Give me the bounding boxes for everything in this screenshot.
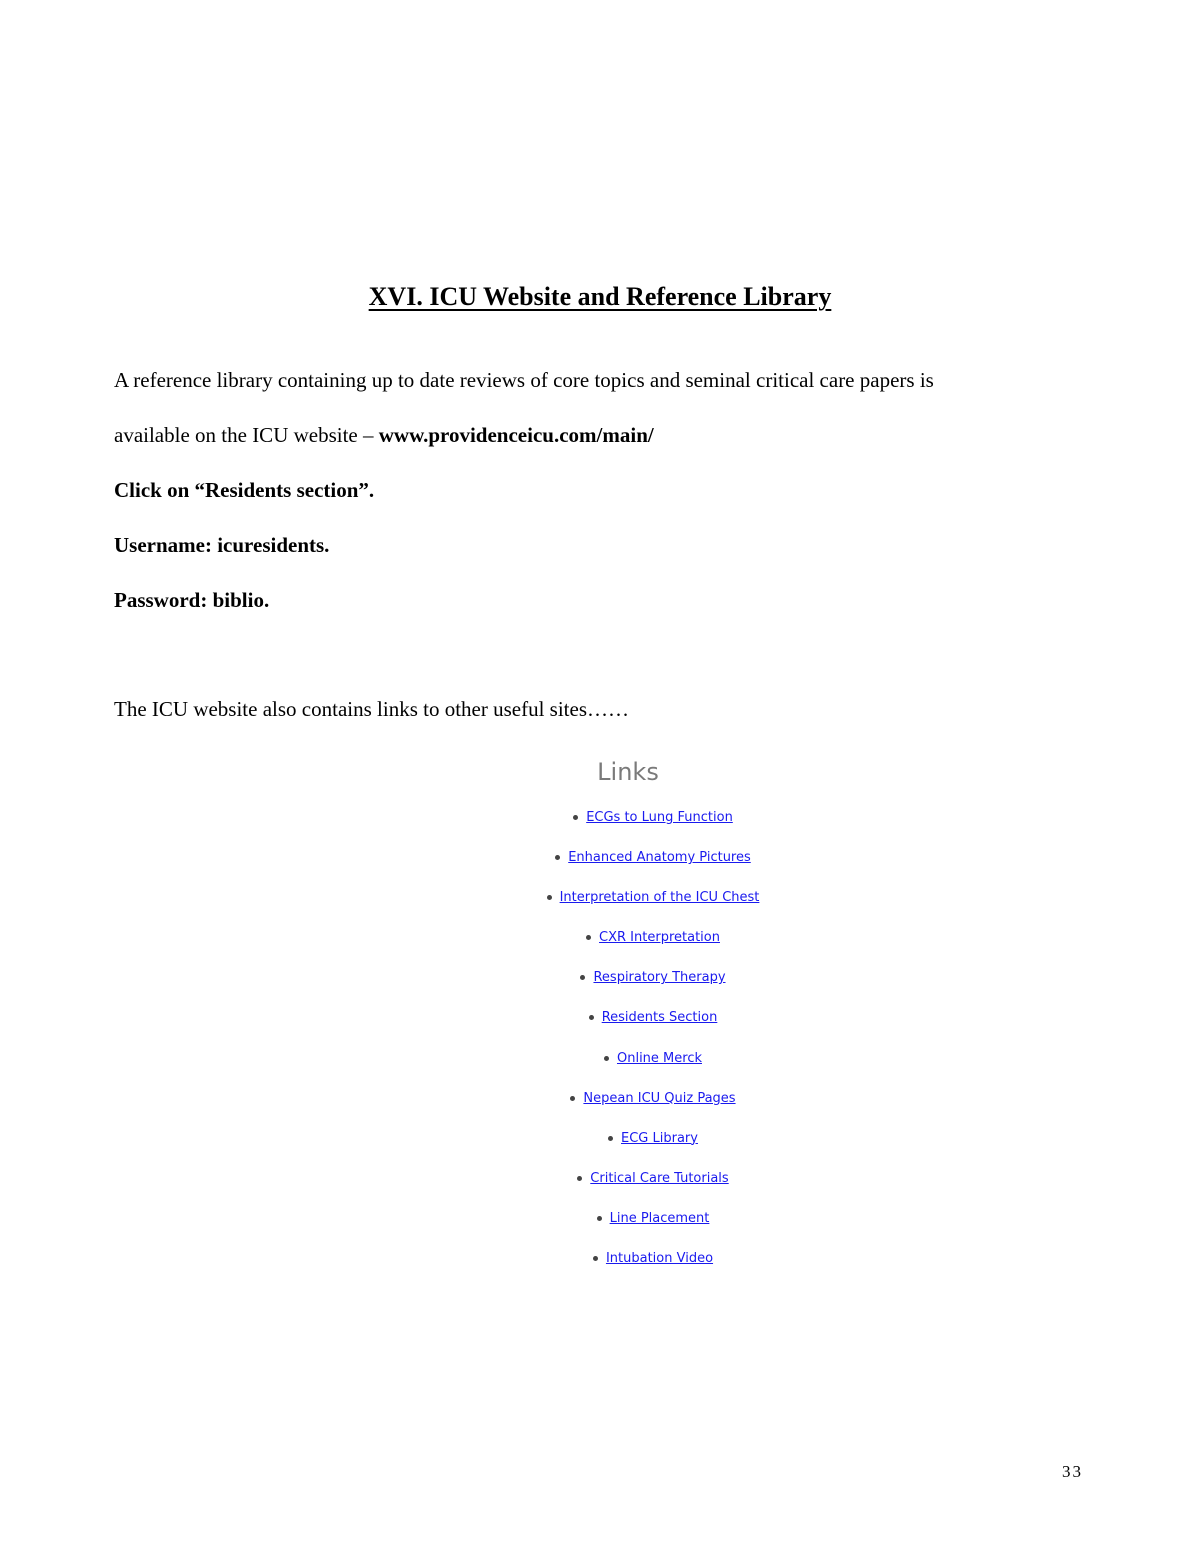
link-residents-section[interactable]: Residents Section xyxy=(601,1010,718,1026)
list-item xyxy=(0,1091,1200,1131)
list-item xyxy=(0,890,1200,930)
list-item xyxy=(0,1211,1200,1251)
bullet-icon xyxy=(593,1256,598,1261)
username-line: Username: icuresidents. xyxy=(114,533,330,557)
list-item xyxy=(0,810,1200,850)
link-respiratory-therapy[interactable]: Respiratory Therapy xyxy=(593,970,726,986)
link-line-placement[interactable]: Line Placement xyxy=(609,1210,710,1226)
bullet-icon xyxy=(597,1216,602,1221)
bullet-icon xyxy=(580,975,585,980)
links-heading: Links xyxy=(597,758,659,786)
website-prefix: available on the ICU website – xyxy=(114,423,379,447)
link-enhanced-anatomy-pictures[interactable]: Enhanced Anatomy Pictures xyxy=(568,850,751,866)
list-item xyxy=(0,1171,1200,1211)
link-cxr-interpretation[interactable]: CXR Interpretation xyxy=(599,930,720,946)
list-item xyxy=(0,1131,1200,1171)
paragraph-line-1: A reference library containing up to date reviews of core topics and seminal critical care papers is xyxy=(114,368,934,392)
link-interpretation-icu-chest[interactable]: Interpretation of the ICU Chest xyxy=(559,890,760,906)
link-online-merck[interactable]: Online Merck xyxy=(616,1050,702,1066)
link-nepean-icu-quiz-pages[interactable]: Nepean ICU Quiz Pages xyxy=(583,1090,736,1106)
bullet-icon xyxy=(608,1136,613,1141)
list-item xyxy=(0,970,1200,1010)
bullet-icon xyxy=(604,1056,609,1061)
password-line: Password: biblio. xyxy=(114,588,270,612)
link-ecg-library[interactable]: ECG Library xyxy=(621,1130,698,1146)
list-item xyxy=(0,1051,1200,1091)
bullet-icon xyxy=(577,1176,582,1181)
list-item xyxy=(0,930,1200,970)
list-item xyxy=(0,850,1200,890)
list-item xyxy=(0,1010,1200,1050)
list-item xyxy=(0,1251,1200,1291)
links-intro: The ICU website also contains links to other useful sites…… xyxy=(114,697,630,721)
click-instruction: Click on “Residents section”. xyxy=(114,478,375,502)
bullet-icon xyxy=(586,935,591,940)
page-number: 33 xyxy=(1062,1462,1083,1481)
bullet-icon xyxy=(570,1096,575,1101)
link-intubation-video[interactable]: Intubation Video xyxy=(605,1251,714,1267)
bullet-icon xyxy=(573,815,578,820)
paragraph-line-2 xyxy=(114,423,654,448)
link-ecgs-to-lung-function[interactable]: ECGs to Lung Function xyxy=(586,810,733,825)
links-list xyxy=(0,810,1200,1291)
bullet-icon xyxy=(547,895,552,900)
link-critical-care-tutorials[interactable]: Critical Care Tutorials xyxy=(590,1170,729,1186)
section-title: XVI. ICU Website and Reference Library xyxy=(368,282,832,311)
website-url: www.providenceicu.com/main/ xyxy=(378,423,654,447)
bullet-icon xyxy=(589,1015,594,1020)
bullet-icon xyxy=(555,855,560,860)
